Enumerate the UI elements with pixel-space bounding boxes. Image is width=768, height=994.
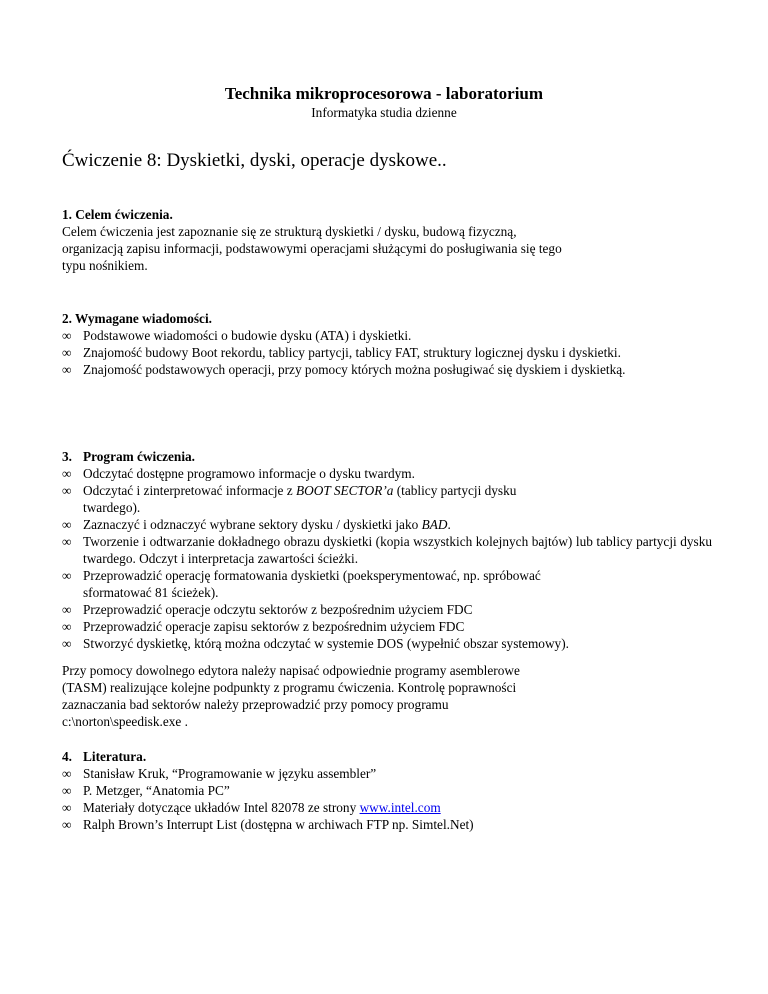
- list-item: ∞ Podstawowe wiadomości o budowie dysku (ATA) i dyskietki.: [62, 328, 412, 343]
- document-subtitle: Informatyka studia dzienne: [311, 105, 457, 120]
- section-goal-line-2: organizacją zapisu informacji, podstawowymi operacjami służącymi do posługiwania się tego: [62, 241, 562, 256]
- section-literature-heading: 4. Literatura.: [62, 749, 147, 764]
- list-item: ∞ Stanisław Kruk, “Programowanie w języku assembler”: [62, 766, 377, 781]
- instructions-paragraph: [62, 662, 712, 730]
- section-goal-line-1: Celem ćwiczenia jest zapoznanie się ze strukturą dyskietki / dysku, budową fizyczną,: [62, 224, 517, 239]
- section-goal-line-3: typu nośnikiem.: [62, 258, 148, 273]
- bullet-icon: ∞: [62, 766, 72, 781]
- intel-link[interactable]: www.intel.com: [359, 800, 441, 815]
- list-item: ∞ Stworzyć dyskietkę, którą można odczytać w systemie DOS (wypełnić obszar systemowy).: [62, 636, 569, 651]
- list-item: ∞ Zaznaczyć i odznaczyć wybrane sektory dysku / dyskietki jako BAD.: [62, 517, 451, 532]
- list-item: ∞ Przeprowadzić operację formatowania dyskietki (poeksperymentować, np. spróbować sformatować 81 ścieżek).: [62, 568, 541, 600]
- list-item: ∞ Znajomość budowy Boot rekordu, tablicy partycji, tablicy FAT, struktury logicznej dysku i dyskietki.: [62, 345, 621, 360]
- bullet-icon: ∞: [62, 619, 72, 634]
- bullet-icon: ∞: [62, 568, 72, 583]
- section-requirements: [62, 310, 712, 378]
- list-item: ∞ Odczytać dostępne programowo informacje o dysku twardym.: [62, 466, 415, 481]
- paragraph-line-2: (TASM) realizujące kolejne podpunkty z programu ćwiczenia. Kontrolę poprawności: [62, 680, 517, 695]
- bullet-icon: ∞: [62, 328, 72, 343]
- bullet-icon: ∞: [62, 636, 72, 651]
- bullet-icon: ∞: [62, 783, 72, 798]
- section-literature: [62, 748, 712, 833]
- list-item: ∞ P. Metzger, “Anatomia PC”: [62, 783, 230, 798]
- list-item: ∞ Przeprowadzić operacje zapisu sektorów z bezpośrednim użyciem FDC: [62, 619, 465, 634]
- bullet-icon: ∞: [62, 602, 72, 617]
- bullet-icon: ∞: [62, 362, 72, 377]
- section-program-heading: 3. Program ćwiczenia.: [62, 449, 195, 464]
- list-item: ∞ Tworzenie i odtwarzanie dokładnego obrazu dyskietki (kopia wszystkich kolejnych bajtów) lub tablicy partycji dysku twardego. Odczyt i interpretacja zawartości ścieżki.: [62, 534, 712, 566]
- bullet-icon: ∞: [62, 466, 72, 481]
- list-item: ∞ Przeprowadzić operacje odczytu sektorów z bezpośrednim użyciem FDC: [62, 602, 473, 617]
- bullet-icon: ∞: [62, 483, 72, 498]
- document-title: Technika mikroprocesorowa - laboratorium: [224, 84, 544, 103]
- list-item: ∞ Materiały dotyczące układów Intel 82078 ze strony www.intel.com: [62, 800, 441, 815]
- list-item: ∞ Ralph Brown’s Interrupt List (dostępna w archiwach FTP np. Simtel.Net): [62, 817, 474, 832]
- exercise-title: Ćwiczenie 8: Dyskietki, dyski, operacje dyskowe..: [62, 150, 447, 171]
- bullet-icon: ∞: [62, 800, 72, 815]
- section-requirements-heading: 2. Wymagane wiadomości.: [62, 311, 212, 326]
- bullet-icon: ∞: [62, 517, 72, 532]
- bullet-icon: ∞: [62, 345, 72, 360]
- paragraph-line-3: zaznaczania bad sektorów należy przeprowadzić przy pomocy programu: [62, 697, 449, 712]
- section-goal-heading: 1. Celem ćwiczenia.: [62, 207, 173, 222]
- list-item: ∞ Znajomość podstawowych operacji, przy pomocy których można posługiwać się dyskiem i dyskietką.: [62, 362, 626, 377]
- section-goal: [62, 206, 712, 274]
- paragraph-line-4: c:\norton\speedisk.exe .: [62, 714, 188, 729]
- bullet-icon: ∞: [62, 817, 72, 832]
- section-program: [62, 448, 712, 652]
- bullet-icon: ∞: [62, 534, 72, 549]
- paragraph-line-1: Przy pomocy dowolnego edytora należy napisać odpowiednie programy asemblerowe: [62, 663, 520, 678]
- list-item: ∞ Odczytać i zinterpretować informacje z BOOT SECTOR’a (tablicy partycji dysku twardego).: [62, 483, 517, 515]
